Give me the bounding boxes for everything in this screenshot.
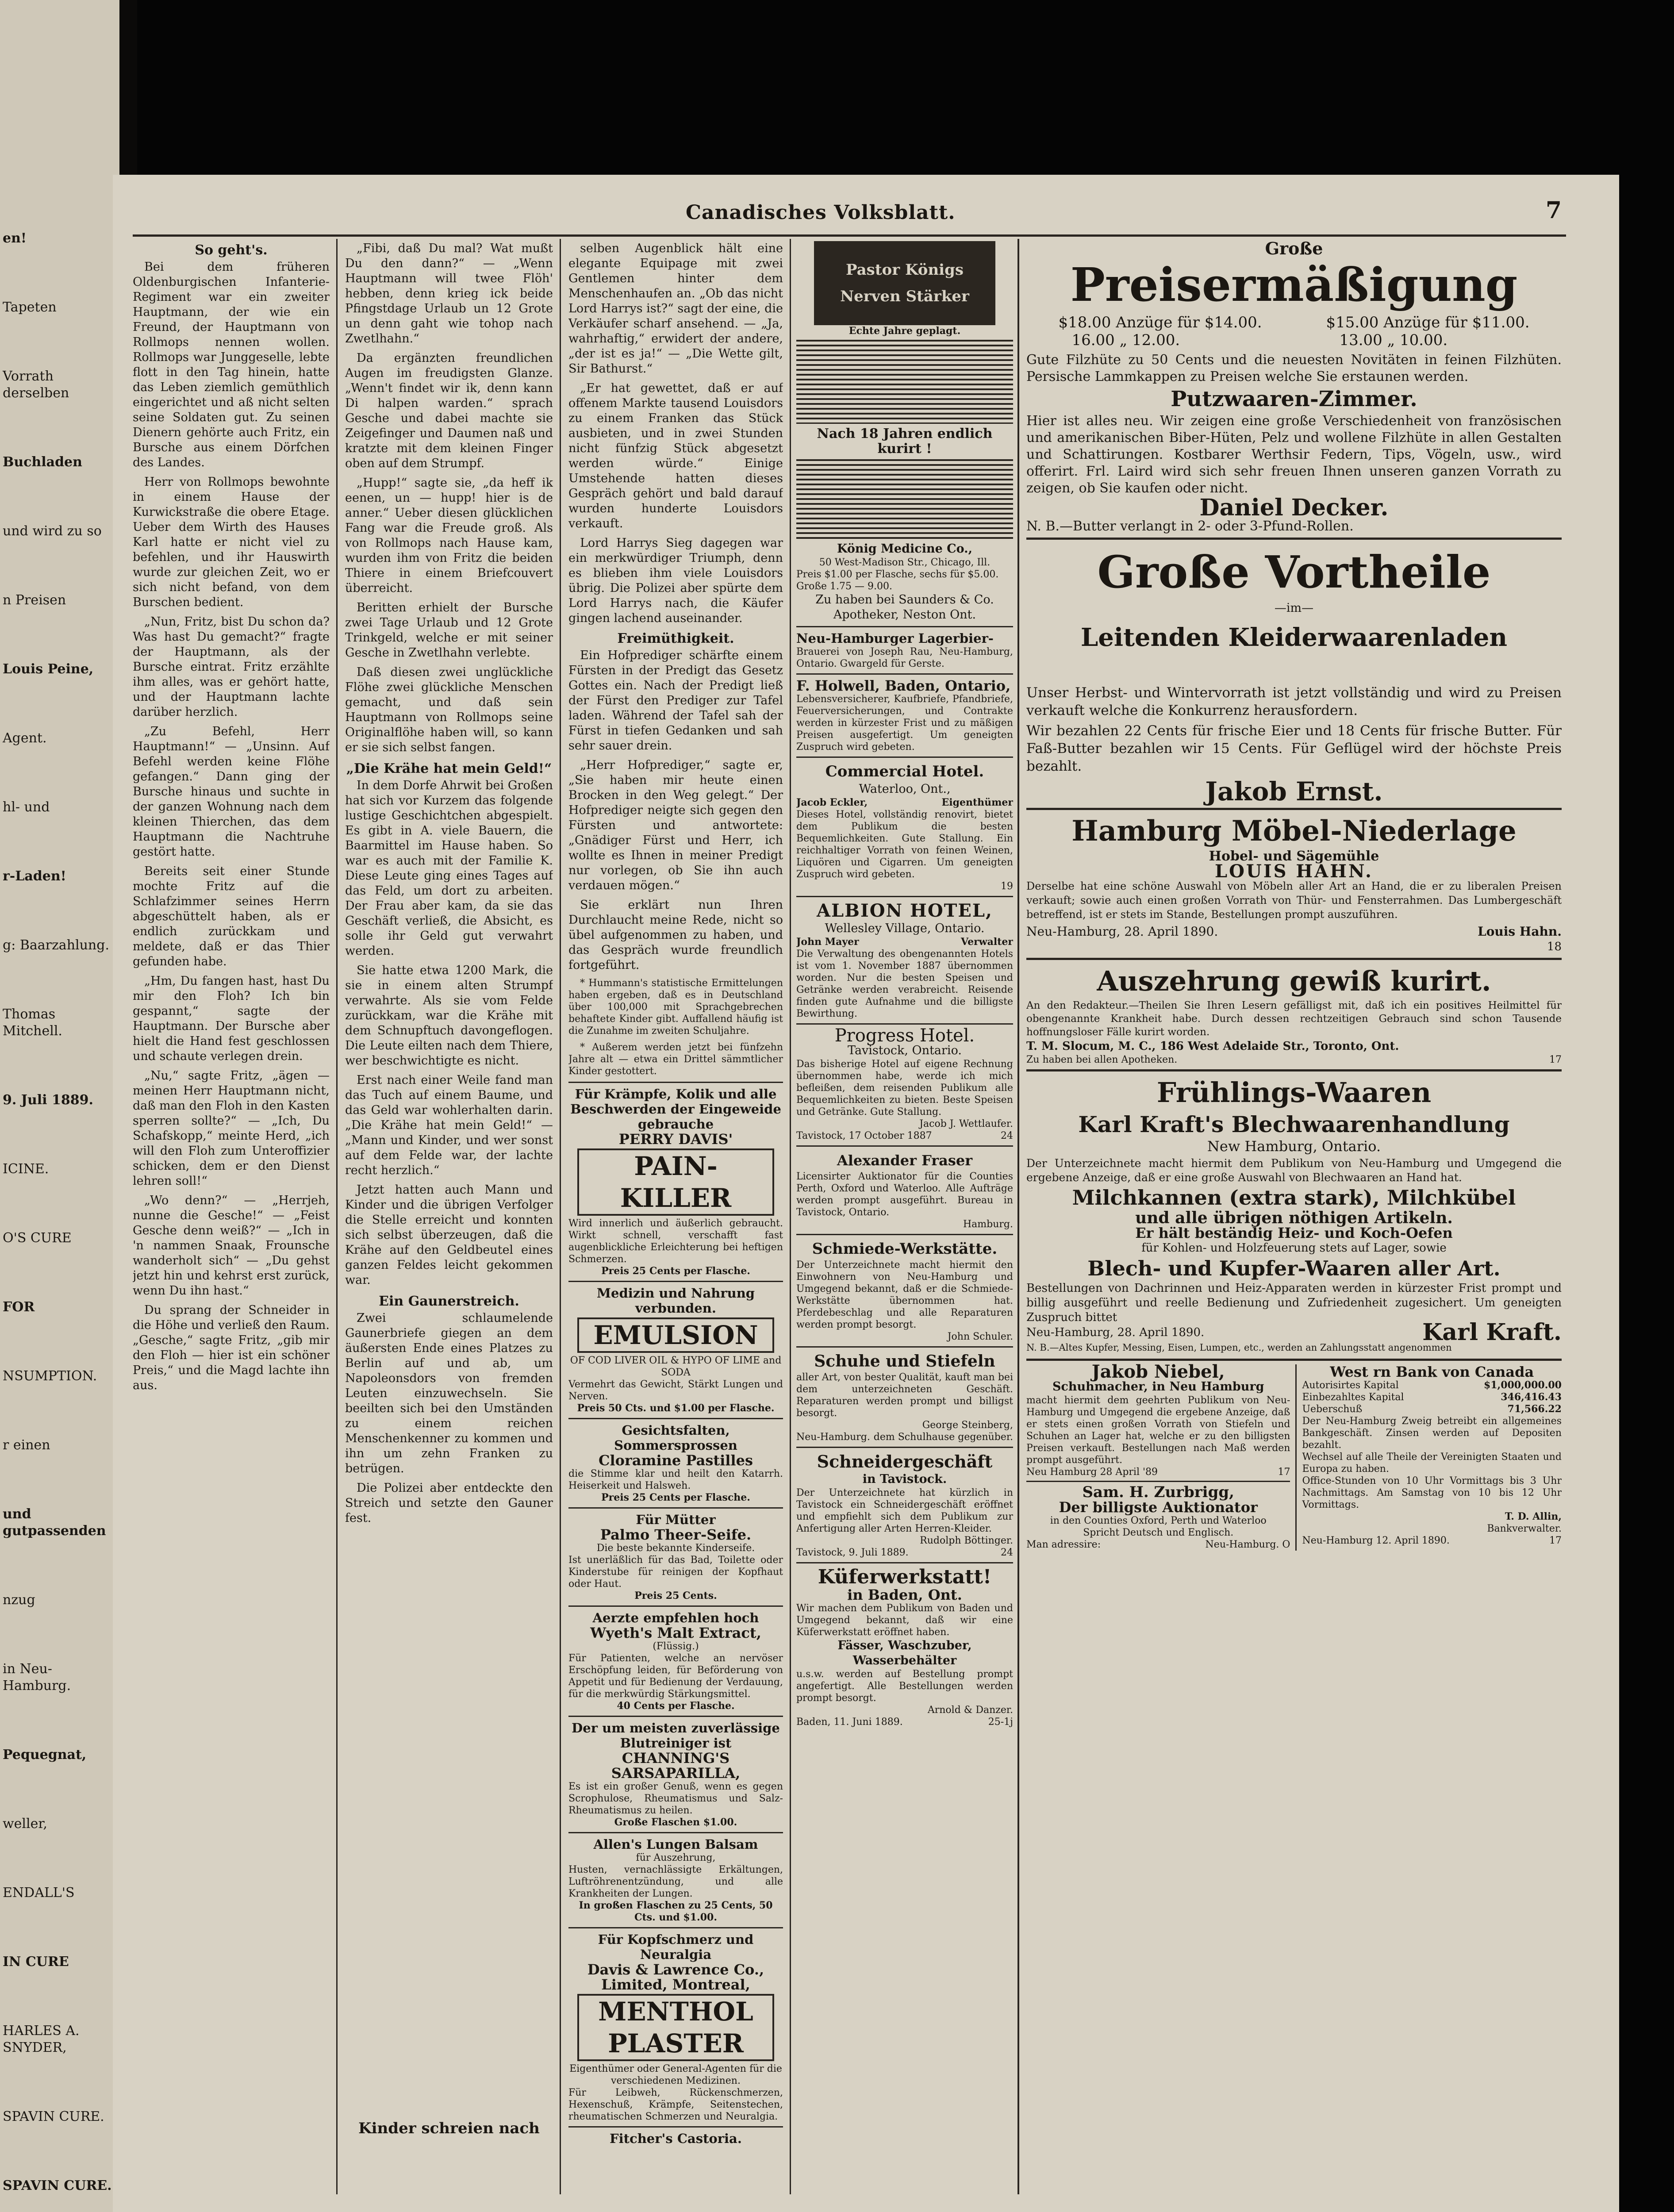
ad-owner: Jacob Eckler, bbox=[796, 797, 868, 808]
price-row: $18.00 Anzüge für $14.00. bbox=[1058, 314, 1262, 331]
ad-text: u.s.w. werden auf Bestellung prompt angefertigt. Alle Bestellungen werden prompt besorgt. bbox=[796, 1669, 1013, 1704]
bank-label: Einbezahltes Kapital bbox=[1302, 1392, 1404, 1403]
ad-price: Preis 50 Cts. und $1.00 per Flasche. bbox=[577, 1402, 775, 1414]
column-2 bbox=[345, 241, 553, 2197]
vortheile-ad bbox=[1026, 538, 1562, 806]
fragment-line: SPAVIN CURE. bbox=[3, 2109, 104, 2124]
ad-text: in den Counties Oxford, Perth und Waterloo bbox=[1050, 1515, 1267, 1526]
ad-text: Für Leibweh, Rückenschmerzen, Hexenschuß, Krämpfe, Seitenstechen, rheumatischen Schmerzen und Neuralgia. bbox=[568, 2087, 783, 2122]
ad-place: Waterloo, Ont., bbox=[859, 782, 951, 796]
page-number: 7 bbox=[1545, 197, 1562, 224]
ad-text: Die Verwaltung des obengenannten Hotels ist vom 1. November 1887 übernommen worden. Nur die besten Speisen und Getränke werden verabreicht. Reisende finden gute Aufnahme und die billigste Bewirthung. bbox=[796, 949, 1013, 1019]
fragment-line: en! bbox=[3, 230, 27, 246]
ad-head: Allen's Lungen Balsam bbox=[593, 1837, 758, 1852]
paragraph: In dem Dorfe Ahrwit bei Großen hat sich vor Kurzem das folgende lustige Geschichtchen abgespielt. Es gibt in A. viele Bauern, die Baarmittel im Hause haben. So war es auch mit der Familie K. Diese Leute ging eines Tages auf das Feld, um dort zu arbeiten. Der Frau aber kam, da sie das Geschäft verließ, die Absicht, es solle ihr Geld gut verwahrt werden. bbox=[345, 779, 553, 958]
paragraph: Zwei schlaumelende Gaunerbriefe giegen an dem äußersten Ende eines Platzes zu Berlin auf und ab, um Napoleonsdors von fremden Leuten einzuwechseln. Sie beeilten sich bei den Umständen zu einem reichen Menschenkenner zu kommen und ihn um zehn Franken zu betrügen. bbox=[345, 1311, 553, 1475]
article-body bbox=[568, 648, 783, 973]
ad-bold: Blech- und Kupfer-Waaren aller Art. bbox=[1087, 1256, 1501, 1280]
ad-headline: Auszehrung gewiß kurirt. bbox=[1097, 965, 1491, 997]
bank-label: Ueberschuß bbox=[1302, 1404, 1363, 1415]
ad-owner: LOUIS HAHN. bbox=[1215, 861, 1373, 882]
ad-owner: Rudolph Böttinger. bbox=[920, 1535, 1013, 1546]
ad-date: Neu-Hamburg, 28. April 1890. bbox=[1026, 1326, 1205, 1339]
fragment-line: g: Baarzahlung. bbox=[3, 937, 109, 953]
column-1 bbox=[133, 241, 330, 2188]
bank-table bbox=[1302, 1379, 1562, 1415]
paragraph: selben Augenblick hält eine elegante Equipage mit zwei Gentlemen hinter dem Menschenhaufen an. „Ob das nicht Lord Harrys ist?“ sagt der eine, die Verkäufer scharf ansehend. — „Ja, wahrhaftig,“ erwidert der andere, „der ist es ja!“ — „Die Wette gilt, Sir Bathurst.“ bbox=[568, 242, 783, 376]
ad-title: Alexander Fraser bbox=[837, 1152, 973, 1169]
lager-ad bbox=[796, 626, 1013, 670]
ad-sub: Karl Kraft's Blechwaarenhandlung bbox=[1078, 1111, 1510, 1137]
fragment-line: in Neu-Hamburg. bbox=[3, 1661, 71, 1694]
medicine-ad bbox=[568, 2126, 783, 2146]
fraser-ad bbox=[796, 1145, 1013, 1230]
fragment-line: Vorrath derselben bbox=[3, 369, 69, 401]
ad-date: Tavistock, 17 October 1887 bbox=[796, 1130, 932, 1141]
column-4 bbox=[796, 241, 1013, 2197]
ad-text: Der Neu-Hamburg Zweig betreibt ein allgemeines Bankgeschäft. Zinsen werden auf Depositen bezahlt. bbox=[1302, 1416, 1562, 1451]
fragment-line: weller, bbox=[3, 1816, 47, 1832]
masthead-rule bbox=[133, 234, 1566, 237]
ad-title: Sam. H. Zurbrigg, bbox=[1082, 1483, 1234, 1501]
paragraph: Jetzt hatten auch Mann und Kinder und die übrigen Verfolger die Stelle erreicht und konnten sich selbst überzeugen, daß die Krähe auf den Geldbeutel eines ganzen Feldes leicht gekommen war. bbox=[345, 1183, 553, 1287]
ad-head: Für Kopfschmerz und Neuralgia bbox=[598, 1932, 754, 1962]
fragment-line: NSUMPTION. bbox=[3, 1368, 97, 1384]
ad-headline: Nach 18 Jahren endlich kurirt ! bbox=[817, 426, 993, 457]
ad-headline: Frühlings-Waaren bbox=[1156, 1076, 1432, 1109]
medicine-ad bbox=[568, 1507, 783, 1602]
preis-ad bbox=[1026, 241, 1562, 534]
bank-value: 71,566.22 bbox=[1507, 1403, 1562, 1415]
ad-text: Der Unterzeichnete macht hiermit den Einwohnern von Neu-Hamburg und Umgegend bekannt, daß er die Schmiede-Werkstätte übernommen hat. Pferdebeschlag und alle Reparaturen werden prompt besorgt. bbox=[796, 1260, 1013, 1330]
ad-text: Für Patienten, welche an nervöser Erschöpfung leiden, für Beförderung von Appetit und für Bedienung der Verdauung, für die merkwürdig Stärkungsmittel. bbox=[568, 1653, 783, 1700]
price-row: $15.00 Anzüge für $11.00. bbox=[1326, 314, 1530, 331]
ad-owner: Jacob J. Wettlaufer. bbox=[919, 1118, 1013, 1129]
masthead bbox=[133, 197, 1562, 228]
ad-sub: Die beste bekannte Kinderseife. bbox=[596, 1543, 755, 1554]
ad-logo: PAIN-KILLER bbox=[577, 1148, 774, 1216]
fine-print-block bbox=[796, 340, 1013, 424]
ad-title: F. Holwell, Baden, Ontario, bbox=[796, 677, 1011, 694]
ad-text: Lebensversicherer, Kaufbriefe, Pfandbriefe, Feuerversicherungen, und Contrakte werden in kürzester Frist und zu mäßigen Preisen ausgefertigt. Um geneigten Zuspruch wird gebeten. bbox=[796, 694, 1013, 753]
fragment-line: ICINE. bbox=[3, 1161, 49, 1177]
ad-sub: in Baden, Ont. bbox=[847, 1586, 962, 1603]
ad-text: Spricht Deutsch und Englisch. bbox=[1083, 1527, 1234, 1538]
zurbrigg-ad bbox=[1026, 1481, 1290, 1551]
fragment-line: IN CURE bbox=[3, 1954, 69, 1970]
fragment-line: Tapeten bbox=[3, 300, 57, 315]
article-body bbox=[345, 1311, 553, 1526]
ad-text: Wird innerlich und äußerlich gebraucht. Wirkt schnell, verschafft fast augenblickliche Erleichterung bei heftigen Schmerzen. bbox=[568, 1218, 783, 1265]
ad-owner: John Schuler. bbox=[947, 1331, 1013, 1342]
paragraph: Beritten erhielt der Bursche zwei Tage Urlaub und 12 Grote Trinkgeld, welche er mit seiner Gesche in Zwetlhahn verlebte. bbox=[345, 601, 553, 660]
ad-bold: Fässer, Waschzuber, Wasserbehälter bbox=[837, 1639, 972, 1667]
ad-date: Neu-Hamburg, 28. April 1890. bbox=[1026, 924, 1218, 939]
ad-text: Ist unerläßlich für das Bad, Toilette oder Kinderstube für reinigen der Kopfhaut oder Haut. bbox=[568, 1555, 783, 1590]
bank-row bbox=[1302, 1379, 1562, 1391]
ad-title: Progress Hotel. bbox=[834, 1025, 975, 1046]
fragment-line: r-Laden! bbox=[3, 868, 66, 884]
ad-text: Gute Filzhüte zu 50 Cents und die neuesten Novitäten in feinen Filzhüten. Persische Lammkappen zu Preisen welche Sie erstaunen werden. bbox=[1026, 352, 1562, 384]
ad-place: Tavistock, Ontario. bbox=[848, 1044, 962, 1057]
fragment-line: 9. Juli 1889. bbox=[3, 1092, 93, 1108]
ad-text: Es ist ein großer Genuß, wenn es gegen Scrophulose, Rheumatismus und Salz-Rheumatismus zu heilen. bbox=[568, 1781, 783, 1816]
ad-head: Für Mütter bbox=[636, 1512, 716, 1527]
ad-text: für Kohlen- und Holzfeuerung stets auf Lager, sowie bbox=[1141, 1241, 1447, 1255]
ad-text: Bestellungen von Dachrinnen und Heiz-Apparaten werden in kürzester Frist prompt und billig ausgeführt und reelle Bedienung und Zufriedenheit zugesichert. Um geneigten Zuspruch bittet bbox=[1026, 1282, 1562, 1324]
ad-text: Wechsel auf alle Theile der Vereinigten Staaten und Europa zu haben. bbox=[1302, 1452, 1562, 1475]
ad-owner: Karl Kraft. bbox=[1422, 1319, 1562, 1346]
ad-head: Aerzte empfehlen hoch bbox=[592, 1610, 759, 1625]
ad-text: macht hiermit dem geehrten Publikum von Neu-Hamburg und Umgegend die ergebene Anzeige, daß er stets einen großen Vorrath von Stiefeln und Schuhen an Lager hat, welche er zu den billigsten Preisen verkauft. Bestellungen nach Maß werden prompt ausgeführt. bbox=[1026, 1395, 1290, 1466]
ad-place: Neu-Hamburg. bbox=[796, 1432, 870, 1443]
schneider-ad bbox=[796, 1447, 1013, 1559]
column-rule bbox=[336, 239, 338, 2194]
ad-place: Neu-Hamburg. O bbox=[1205, 1539, 1290, 1550]
paragraph: „Wo denn?“ — „Herrjeh, nunne die Gesche!“ — „Feist Gesche denn weiß?“ — „Ich in 'n nammen Snaak, Frounsche wanderholt sich“ — „Du gehst jetzt hin und kehrst erst zurück, wenn Du ihn hast.“ bbox=[133, 1194, 330, 1298]
ad-note: Zu haben bei allen Apotheken. bbox=[1026, 1054, 1178, 1065]
paragraph: „Herr Hofprediger,“ sagte er, „Sie haben mir heute einen Brocken in den Weg gelegt.“ Der Hofprediger neigte sich gegen den Fürsten und antwortete: „Gnädiger Fürst und Herr, ich wollte es Ihnen in meiner Predigt nur vorlegen, ob Sie ihn auch verdauen mögen.“ bbox=[568, 758, 783, 892]
paragraph: Bereits seit einer Stunde mochte Fritz auf die Schlafzimmer seines Herrn abgeschüttelt haben, als er endlich zurückkam und meldete, daß er das Thier gefunden habe. bbox=[133, 864, 330, 968]
progress-hotel-ad bbox=[796, 1023, 1013, 1142]
medicine-ad bbox=[568, 1418, 783, 1504]
ad-date: Neu Hamburg 28 April '89 bbox=[1026, 1467, 1158, 1478]
ad-address: 50 West-Madison Str., Chicago, Ill. bbox=[819, 557, 991, 568]
ad-text: die Stimme klar und heilt den Katarrh. Heiserkeit und Halsweh. bbox=[568, 1468, 783, 1491]
ad-headline: Preisermäßigung bbox=[1070, 257, 1518, 312]
ad-price: Preis $1.00 per Flasche, sechs für $5.00. bbox=[796, 569, 999, 580]
fragment-line: HARLES A. SNYDER, bbox=[3, 2023, 80, 2055]
ad-name: CHANNING'S SARSAPARILLA, bbox=[611, 1750, 741, 1782]
article-title: So geht's. bbox=[195, 242, 268, 258]
ad-im: —im— bbox=[1274, 601, 1314, 615]
ad-sub: Echte Jahre geplagt. bbox=[849, 325, 961, 337]
albion-hotel-ad bbox=[796, 896, 1013, 1020]
price-row: 16.00 „ 12.00. bbox=[1071, 331, 1180, 349]
fragment-line: Thomas Mitchell. bbox=[3, 1006, 62, 1039]
ad-title: Schmiede-Werkstätte. bbox=[812, 1240, 998, 1258]
ad-owner: Louis Hahn. bbox=[1478, 924, 1562, 939]
auszehrung-ad bbox=[1026, 958, 1562, 1066]
ad-number: 24 bbox=[1001, 1130, 1013, 1141]
fragment-line: r einen bbox=[3, 1437, 50, 1453]
ad-price: In großen Flaschen zu 25 Cents, 50 Cts. und $1.00. bbox=[579, 1900, 773, 1923]
ad-place: New Hamburg, Ontario. bbox=[1207, 1138, 1381, 1155]
article-body bbox=[345, 241, 553, 755]
article-body bbox=[568, 241, 783, 626]
fragment-line: SPAVIN CURE. bbox=[3, 2178, 112, 2193]
paragraph: Daß diesen zwei unglückliche Flöhe zwei glückliche Menschen gemacht, und daß sein Hauptmann von Rollmops seine Originalflöhe haben will, so kann er sie sich selbst fangen. bbox=[345, 665, 553, 754]
ad-price: Große 1.75 — 9.00. bbox=[796, 581, 892, 592]
ad-name: Cloramine Pastilles bbox=[599, 1452, 753, 1469]
ad-text: Husten, vernachlässigte Erkältungen, Luftröhrenentzündung, und alle Krankheiten der Lungen. bbox=[568, 1864, 783, 1899]
article-title: Freimüthigkeit. bbox=[617, 631, 734, 646]
ad-title: Schneidergeschäft bbox=[817, 1452, 993, 1471]
ad-price: 40 Cents per Flasche. bbox=[617, 1700, 735, 1712]
ad-text: Dieses Hotel, vollständig renovirt, bietet dem Publikum die besten Bequemlichkeiten. Gute Stallung. Ein reichhaltiger Vorrath von feinen Weinen, Liquören und Cigarren. Um geneigten Zuspruch wird gebeten. bbox=[796, 809, 1013, 880]
ad-name: PERRY DAVIS' bbox=[618, 1131, 733, 1148]
ad-text: Wir machen dem Publikum von Baden und Umgegend bekannt, daß wir eine Küferwerkstatt eröffnet haben. bbox=[796, 1603, 1013, 1638]
ad-date: Neu-Hamburg 12. April 1890. bbox=[1302, 1535, 1450, 1546]
fragment-line: und gutpassenden bbox=[3, 1506, 106, 1539]
ad-text: Brauerei von Joseph Rau, Neu-Hamburg, Ontario. Gwargeld für Gerste. bbox=[796, 646, 1013, 669]
ad-number: 17 bbox=[1549, 1535, 1562, 1546]
ad-number: 24 bbox=[1001, 1547, 1013, 1558]
ad-sub: Schuhmacher, in Neu Hamburg bbox=[1052, 1380, 1264, 1394]
medicine-ads bbox=[568, 1082, 783, 2146]
medicine-ad bbox=[568, 1281, 783, 1414]
commercial-hotel-ad bbox=[796, 757, 1013, 892]
ad-title: Küferwerkstatt! bbox=[818, 1566, 992, 1588]
price-table bbox=[1026, 314, 1562, 349]
fragment-line: Louis Peine, bbox=[3, 661, 94, 677]
paragraph: Herr von Rollmops bewohnte in einem Hause der Kurwickstraße die obere Etage. Ueber dem Wirth des Hauses Karl hatte er nicht viel zu befehlen, und ihr Hauswirth wurde zur gleichen Zeit, wo er sich nicht befand, von dem Burschen bedient. bbox=[133, 475, 330, 609]
ad-text: Vermehrt das Gewicht, Stärkt Lungen und Nerven. bbox=[568, 1379, 783, 1402]
ad-number: 25-1j bbox=[988, 1717, 1013, 1728]
price-row: 13.00 „ 10.00. bbox=[1339, 331, 1448, 349]
paragraph: Bei dem früheren Oldenburgischen Infanterie-Regiment war ein zweiter Hauptmann, der wie ein Freund, der Hauptmann von Rollmops nennen wollen. Rollmops war Junggeselle, lebte flott in den Tag hinein, hatte das Leben ziemlich gemüthlich eingerichtet und aß nicht selten seine Soldaten gut. Zu seinen Dienern gehörte auch Fritz, ein Bursche aus einem Dörfchen des Landes. bbox=[133, 260, 330, 469]
ad-text: Unser Herbst- und Wintervorrath ist jetzt vollständig und wird zu Preisen verkauft welche die Konkurrenz herausfordern. bbox=[1026, 685, 1562, 718]
column-rule bbox=[1017, 239, 1019, 2194]
medicine-ad bbox=[568, 1832, 783, 1924]
ad-sub: Leitenden Kleiderwaarenladen bbox=[1080, 623, 1508, 652]
ad-owner: John Mayer bbox=[796, 936, 859, 948]
ad-sub: Hobel- und Sägemühle bbox=[1209, 849, 1379, 864]
ad-title: West rn Bank von Canada bbox=[1330, 1363, 1534, 1380]
ad-bold: und alle übrigen nöthigen Artikeln. bbox=[1135, 1209, 1453, 1227]
bottom-ads bbox=[1026, 1359, 1562, 1551]
ad-text: aller Art, von bester Qualität, kauft man bei dem unterzeichneten Geschäft. Reparaturen werden prompt und billigst besorgt. bbox=[796, 1372, 1013, 1419]
ad-address: T. M. Slocum, M. C., 186 West Adelaide Str., Toronto, Ont. bbox=[1026, 1040, 1399, 1053]
ad-head: Fitcher's Castoria. bbox=[610, 2131, 742, 2146]
article-title: „Die Krähe hat mein Geld!“ bbox=[346, 761, 552, 776]
column-5 bbox=[1026, 241, 1562, 2197]
bank-ad bbox=[1297, 1364, 1562, 1551]
ad-sub: für Auszehrung, bbox=[636, 1852, 716, 1863]
ad-head: Gesichtsfalten, Sommersprossen bbox=[614, 1423, 737, 1453]
paragraph: * Außerem werden jetzt bei fünfzehn Jahre alt — etwa ein Drittel sämmtlicher Kinder gestottert. bbox=[568, 1042, 783, 1077]
paragraph: * Hummann's statistische Ermittelungen haben ergeben, daß es in Deutschland über 100,000 mit Sprachgebrechen behaftete Kinder gibt. Auffallend häufig ist die Zunahme im zweiten Schuljahre. bbox=[568, 978, 783, 1037]
ad-text: Das bisherige Hotel auf eigene Rechnung übernommen habe, werde ich mich befleißen, dem reisenden Publikum alle Bequemlichkeiten zu bieten. Beste Speisen und Getränke. Gute Stallung. bbox=[796, 1059, 1013, 1118]
schuhe-ad bbox=[796, 1346, 1013, 1443]
ad-title: Commercial Hotel. bbox=[825, 763, 984, 780]
paragraph: Lord Harrys Sieg dagegen war ein merkwürdiger Triumph, denn es blieben ihm viele Louisdors übrig. Die Polizei aber spürte dem Lord Harrys nach, die Käufer gingen lachend auseinander. bbox=[568, 536, 783, 625]
ad-hours: Office-Stunden von 10 Uhr Vormittags bis 3 Uhr Nachmittags. Am Samstag von 10 bis 12 Uhr Vormittags. bbox=[1302, 1475, 1562, 1510]
ad-text: Derselbe hat eine schöne Auswahl von Möbeln aller Art an Hand, die er zu liberalen Preisen verkauft; sowie auch einen großen Vorrath von Thür- und Fensterrahmen. Das Lumbergeschäft betreffend, ist er stets im Stande, Bestellungen prompt auszuführen. bbox=[1026, 880, 1562, 921]
paragraph: „Er hat gewettet, daß er auf offenem Markte tausend Louisdors zu einem Franken das Stück ausbieten, und in zwei Stunden nicht fünfzig Stück abgesetzt werden würde.“ Einige Umstehende hatten dieses Gespräch gehört und bald darauf wurden hunderte Louisdors verkauft. bbox=[568, 381, 783, 530]
ad-note: Man adressire: bbox=[1026, 1539, 1101, 1550]
ad-sub: Eigenthümer oder General-Agenten für die verschiedenen Medizinen. bbox=[569, 2063, 782, 2086]
article-body bbox=[133, 260, 330, 1393]
adjacent-page-fragment bbox=[0, 0, 119, 2212]
paragraph: „Fibi, daß Du mal? Wat mußt Du den dann?“ — „Wenn Hauptmann will twee Flöh' hebben, denn krieg ick beide Pfingstdage Urlaub un 12 Grote un denn gaht wie tohop nach Zwetlhahn.“ bbox=[345, 242, 553, 346]
ad-text: Hier ist alles neu. Wir zeigen eine große Verschiedenheit von französischen und amerikanischen Biber-Hüten, Pelz und wollene Filzhüte in allen Gestalten und Schattirungen. Kostbarer Werthsir Federn, Tips, Vögeln, usw., wird offerirt. Frl. Laird wird sich sehr freuen Ihnen unseren ganzen Vorrath zu zeigen, ob Sie kaufen oder nicht. bbox=[1026, 413, 1562, 496]
ad-title: ALBION HOTEL, bbox=[817, 900, 993, 921]
paragraph: „Hm, Du fangen hast, hast Du mir den Floh? Ich bin gespannt,“ sagte der Hauptmann. Der Bursche aber hielt die Hand fest geschlossen und schaute verlegen drein. bbox=[133, 974, 330, 1063]
ad-owner2: dem Schulhause gegenüber. bbox=[873, 1432, 1013, 1443]
column-rule bbox=[560, 239, 561, 2194]
ad-sub: in Tavistock. bbox=[862, 1472, 947, 1486]
ad-owner-role: Verwalter bbox=[961, 936, 1013, 948]
fragment-line: Buchladen bbox=[3, 454, 82, 470]
fragment-line: hl- und bbox=[3, 799, 50, 815]
fine-print-block bbox=[796, 459, 1013, 539]
ad-number: 19 bbox=[1001, 881, 1013, 892]
paragraph: Du sprang der Schneider in die Höhe und verließ den Raum. „Gesche,“ sagte Fritz, „gib mir den Floh — hier ist ein schöner Preis,“ und die Magd lachte ihn aus. bbox=[133, 1303, 330, 1392]
paragraph: Ein Hofprediger schärfte einem Fürsten in der Predigt das Gesetz Gottes ein. Nach der Predigt ließ der Fürst den Prediger zur Tafel laden. Während der Tafel sah der Fürst in tiefen Gedanken und sah sehr sauer drein. bbox=[568, 649, 783, 753]
ad-headline: Große Vortheile bbox=[1097, 546, 1491, 598]
ad-bold: Milchkannen (extra stark), Milchkübel bbox=[1072, 1186, 1516, 1210]
holwell-ad bbox=[796, 673, 1013, 753]
notes bbox=[568, 977, 783, 1077]
paragraph: Da ergänzten freundlichen Augen im freudigsten Glanze. „Wenn't findet wir ik, denn kann Di halpen warden.“ sprach Gesche und dabei machte sie Zeigefinger und Daumen naß und kratzte mit dem kleinen Finger oben auf dem Strumpf. bbox=[345, 351, 553, 470]
ad-text: An den Redakteur.—Theilen Sie Ihren Lesern gefälligst mit, daß ich ein positives Heilmittel für obengenannte Krankheit habe. Durch dessen rechtzeitigen Gebrauch sind schon Tausende hoffnungsloser Fälle kurirt worden. bbox=[1026, 1000, 1562, 1038]
castoria-ad-left: Kinder schreien nach bbox=[358, 2120, 540, 2137]
ad-owner: T. D. Allin, bbox=[1505, 1511, 1562, 1522]
bank-value: 346,416.43 bbox=[1501, 1391, 1562, 1403]
fragment-line: Pequegnat, bbox=[3, 1747, 87, 1763]
ad-title: Neu-Hamburger Lagerbier- bbox=[796, 631, 994, 646]
ad-number: 17 bbox=[1549, 1054, 1562, 1065]
ad-title: Schuhe und Stiefeln bbox=[814, 1352, 995, 1371]
ad-number: 18 bbox=[1547, 940, 1562, 953]
fragment-line: nzug bbox=[3, 1592, 35, 1608]
ad-name: Davis & Lawrence Co., Limited, Montreal, bbox=[587, 1961, 764, 1993]
ad-sub: Putzwaaren-Zimmer. bbox=[1171, 387, 1417, 411]
paragraph: „Zu Befehl, Herr Hauptmann!“ — „Unsinn. Auf Befehl werden keine Flöhe gefangen.“ Dann ging der Bursche hinaus und suchte in der ganzen Wohnung nach dem kleinen Thierchen, das dem Hauptmann die Nachtruhe gestört hatte. bbox=[133, 725, 330, 859]
ad-price: Preis 25 Cents. bbox=[634, 1590, 717, 1601]
paragraph: Sie hatte etwa 1200 Mark, die sie in einem alten Strumpf verwahrte. Als sie vom Felde zurückkam, war die Krähe mit dem Schnupftuch davongeflogen. Die Leute eilten nach dem Thiere, wer beschwichtigte es nicht. bbox=[345, 964, 553, 1068]
ad-text: Wir bezahlen 22 Cents für frische Eier und 18 Cents für frische Butter. Für Faß-Butter bezahlen wir 15 Cents. Für Geflügel wird der höchste Preis bezahlt. bbox=[1026, 723, 1562, 774]
ad-owner: Jakob Ernst. bbox=[1205, 776, 1383, 806]
ad-note: N. B.—Butter verlangt in 2- oder 3-Pfund-Rollen. bbox=[1026, 518, 1354, 534]
article-title: Ein Gaunerstreich. bbox=[379, 1294, 519, 1309]
bank-label: Autorisirtes Kapital bbox=[1302, 1380, 1399, 1391]
ad-logo: EMULSION bbox=[577, 1317, 774, 1353]
ad-owner-role: Eigenthümer bbox=[941, 797, 1013, 808]
ad-bold: Er hält beständig Heiz- und Koch-Oefen bbox=[1135, 1225, 1453, 1241]
pastor-koenig-ad bbox=[796, 241, 1013, 622]
ad-head: Medizin und Nahrung verbunden. bbox=[596, 1286, 755, 1316]
kufer-ad bbox=[796, 1562, 1013, 1728]
paragraph: Erst nach einer Weile fand man das Tuch auf einem Baume, und das Geld war wohlerhalten darin. „Die Krähe hat mein Geld!“ — „Mann und Kinder, und wer sonst auf dem Felde war, der lachte recht herzlich.“ bbox=[345, 1073, 553, 1177]
ad-sub: Der billigste Auktionator bbox=[1059, 1499, 1258, 1516]
paragraph: „Nun, Fritz, bist Du schon da? Was hast Du gemacht?“ fragte der Hauptmann, als der Bursche eintrat. Fritz erzählte ihm alles, was er gehört hatte, und der Hauptmann lachte darüber herzlich. bbox=[133, 615, 330, 719]
paragraph: Die Polizei aber entdeckte den Streich und setzte den Gauner fest. bbox=[345, 1481, 553, 1525]
ad-text: Licensirter Auktionator für die Counties Perth, Oxford und Waterloo. Alle Aufträge werden prompt ausgeführt. Bureau in Tavistock, Ontario. bbox=[796, 1171, 1013, 1218]
ad-number: 17 bbox=[1278, 1467, 1290, 1478]
fragment-line: n Preisen bbox=[3, 592, 66, 608]
ad-title: Große bbox=[1265, 241, 1323, 258]
fruehling-ad bbox=[1026, 1069, 1562, 1355]
fragment-line: ENDALL'S bbox=[3, 1885, 75, 1901]
ad-name: Wyeth's Malt Extract, bbox=[590, 1624, 761, 1641]
masthead-title: Canadisches Volksblatt. bbox=[686, 201, 956, 224]
ad-price: Preis 25 Cents per Flasche. bbox=[601, 1492, 750, 1503]
ad-company: König Medicine Co., bbox=[837, 542, 972, 556]
column-3 bbox=[568, 241, 783, 2197]
ad-place: Wellesley Village, Ontario. bbox=[825, 922, 985, 935]
ad-head: Für Krämpfe, Kolik und alle Beschwerden der Eingeweide gebrauche bbox=[570, 1087, 781, 1132]
ad-owner: Hamburg. bbox=[963, 1219, 1013, 1230]
schmiede-ad bbox=[796, 1234, 1013, 1343]
ad-role: Bankverwalter. bbox=[1487, 1523, 1562, 1534]
ad-sub: (Flüssig.) bbox=[653, 1641, 699, 1652]
ad-headline: Hamburg Möbel-Niederlage bbox=[1071, 814, 1517, 848]
ad-text: Der Unterzeichnete macht hiermit dem Publikum von Neu-Hamburg und Umgegend die ergebene Anzeige, daß er eine große Auswahl von Blechwaaren an Hand hat. bbox=[1026, 1157, 1562, 1184]
ad-sub: OF COD LIVER OIL & HYPO OF LIME and SODA bbox=[570, 1355, 782, 1378]
medicine-ad bbox=[568, 1716, 783, 1828]
moebel-ad bbox=[1026, 808, 1562, 954]
ad-name: Palmo Theer-Seife. bbox=[600, 1526, 752, 1543]
ad-title: Jakob Niebel, bbox=[1091, 1361, 1225, 1382]
ad-owner: Arnold & Danzer. bbox=[927, 1705, 1013, 1716]
niebel-ad bbox=[1026, 1361, 1297, 1551]
column-rule bbox=[790, 239, 791, 2194]
ad-price: Preis 25 Cents per Flasche. bbox=[601, 1265, 750, 1277]
ad-price: Große Flaschen $1.00. bbox=[614, 1816, 737, 1828]
ad-note: N. B.—Altes Kupfer, Messing, Eisen, Lumpen, etc., werden an Zahlungsstatt angenommen bbox=[1026, 1342, 1452, 1353]
ad-owner: George Steinberg, bbox=[922, 1420, 1013, 1431]
fragment-line: O'S CURE bbox=[3, 1230, 72, 1246]
ad-date: Tavistock, 9. Juli 1889. bbox=[796, 1547, 909, 1558]
paragraph: „Hupp!“ sagte sie, „da heff ik eenen, un — hupp! hier is de anner.“ Ueber diesen glücklichen Fang war die Freude groß. Als von Rollmops nach Hause kam, wurden ihm von Fritz die beiden Thiere in einem Briefcouvert überreicht. bbox=[345, 476, 553, 595]
pastor-koenig-logo: Pastor Königs Nerven Stärker bbox=[814, 241, 995, 325]
article-body bbox=[345, 778, 553, 1288]
ad-note: Zu haben bei Saunders & Co. Apotheker, Neston Ont. bbox=[815, 593, 994, 622]
fragment-line: FOR bbox=[3, 1299, 35, 1315]
fragment-line: und wird zu so bbox=[3, 523, 102, 539]
fragment-line: Agent. bbox=[3, 730, 47, 746]
medicine-ad bbox=[568, 1927, 783, 2123]
bank-row bbox=[1302, 1391, 1562, 1403]
medicine-ad bbox=[568, 1082, 783, 1277]
paragraph: „Nu,“ sagte Fritz, „ägen — meinen Herr Hauptmann nicht, daß man den Floh in den Kasten sperren sollte?“ — „Ich, Du Schafskopp,“ meinte Herd, „ich will den Floh zum Unteroffizier schicken, dem er den Dienst lehren soll!“ bbox=[133, 1069, 330, 1188]
ad-head: Der um meisten zuverlässige Blutreiniger ist bbox=[572, 1720, 780, 1751]
paragraph: Sie erklärt nun Ihren Durchlaucht meine Rede, nicht so übel aufgenommen zu haben, und das Gespräch wurde freundlich fortgeführt. bbox=[568, 898, 783, 972]
ad-logo: MENTHOL PLASTER bbox=[577, 1994, 774, 2061]
ad-date: Baden, 11. Juni 1889. bbox=[796, 1717, 903, 1728]
ad-owner: Daniel Decker. bbox=[1199, 494, 1389, 521]
bank-value: $1,000,000.00 bbox=[1483, 1379, 1562, 1391]
medicine-ad bbox=[568, 1605, 783, 1712]
bank-row bbox=[1302, 1403, 1562, 1415]
ad-text: Der Unterzeichnete hat kürzlich in Tavistock ein Schneidergeschäft eröffnet und empfiehlt sich dem Publikum zur Anfertigung aller Arten Herren-Kleider. bbox=[796, 1487, 1013, 1534]
